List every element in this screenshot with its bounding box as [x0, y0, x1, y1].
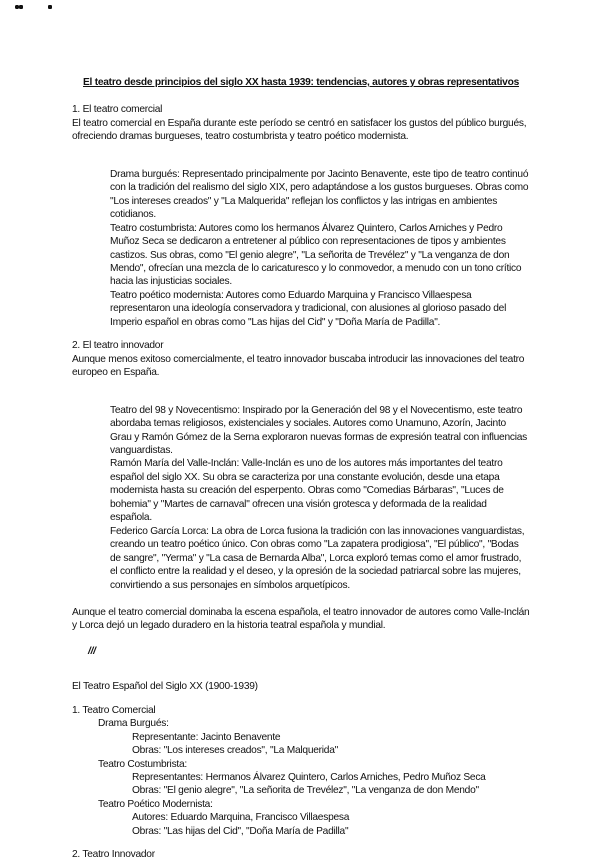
list-item: Federico García Lorca: La obra de Lorca fusiona la tradición con las innovaciones vanguardistas, creando un teatro poético único. Con obras como "La zapatera prodigiosa", "El público", "Bodas de sangre", "Yerma" y "La casa de Bernarda Alba", Lorca exploró temas como el amor frustrado, el conflicto entre la realidad y el deseo, y la opresión de la sociedad patriarcal sobre las mujeres, convirtiendo a sus personajes en símbolos arquetípicos.: [72, 525, 530, 592]
conclusion-paragraph: Aunque el teatro comercial dominaba la escena española, el teatro innovador de autores como Valle-Inclán y Lorca dejó un legado duradero en la historia teatral española y mundial.: [72, 606, 530, 632]
list-item: Drama burgués: Representado principalmente por Jacinto Benavente, este tipo de teatro continuó con la tradición del realismo del siglo XIX, pero adaptándose a los gustos burgueses. Obras como "Los intereses creados" y "La Malquerida" reflejan los conflictos y las intrigas en ambientes cotidianos.: [72, 168, 530, 222]
list-item: Autores: Eduardo Marquina, Francisco Villaespesa: [72, 811, 530, 824]
section-intro-innovative: Aunque menos exitoso comercialmente, el teatro innovador buscaba introducir las innovaciones del teatro europeo en España.: [72, 353, 525, 379]
separator-text: ///: [88, 645, 96, 657]
outline-item-label: Teatro Poético Modernista:: [98, 798, 213, 810]
list-item: Obras: "Los intereses creados", "La Malquerida": [72, 744, 530, 757]
list-item: Obras: "El genio alegre", "La señorita de Trevélez", "La venganza de don Mendo": [72, 784, 530, 797]
section-heading-commercial: 1. El teatro comercial: [72, 104, 163, 116]
list-item: Teatro del 98 y Novecentismo: Inspirado por la Generación del 98 y el Novecentismo, este teatro abordaba temas religiosos, existenciales y sociales. Autores como Unamuno, Azorín, Jacinto Grau y Ramón Gómez de la Serna exploraron nuevas formas de expresión teatral con influencias vanguardistas.: [72, 404, 530, 458]
list-item: Teatro poético modernista: Autores como Eduardo Marquina y Francisco Villaespesa representaron una ideología conservadora y tradicional, con alusiones al glorioso pasado del Imperio español en obras como "Las hijas del Cid" y "Doña María de Padilla".: [72, 289, 530, 329]
document-title: El teatro desde principios del siglo XX hasta 1939: tendencias, autores y obras representativos: [83, 77, 519, 88]
outline-item-label: Teatro Costumbrista:: [98, 758, 187, 770]
list-item: Teatro costumbrista: Autores como los hermanos Álvarez Quintero, Carlos Arniches y Pedro Muñoz Seca se dedicaron a entretener al público con representaciones de tipos y ambientes castizos. Sus obras, como "El genio alegre", "La señorita de Trevélez" y "La venganza de don Mendo", ofrecían una mezcla de lo caricaturesco y lo conmovedor, a menudo con un tono crítico hacia las injusticias sociales.: [72, 222, 530, 289]
list-item: Obras: "Las hijas del Cid", "Doña María de Padilla": [72, 825, 530, 838]
outline-heading-innovative: 2. Teatro Innovador: [72, 849, 155, 861]
list-item: [72, 717, 530, 757]
outline-sublist: [72, 731, 530, 758]
list-item: [72, 758, 530, 798]
list-item: Representantes: Hermanos Álvarez Quintero, Carlos Arniches, Pedro Muñoz Seca: [72, 771, 530, 784]
list-item: [72, 798, 530, 838]
section-intro-commercial: El teatro comercial en España durante este período se centró en satisfacer los gustos del público burgués, ofreciendo dramas burgueses, teatro costumbrista y teatro poético modernista.: [72, 117, 527, 143]
outline-list: [72, 717, 530, 838]
section-heading-innovative: 2. El teatro innovador: [72, 340, 164, 352]
bullet-list-innovative: [72, 404, 530, 592]
outline-heading-commercial: 1. Teatro Comercial: [72, 704, 156, 716]
outline-title: El Teatro Español del Siglo XX (1900-1939): [72, 681, 258, 693]
outline-item-label: Drama Burgués:: [98, 718, 169, 730]
bullet-list-commercial: [72, 168, 530, 329]
list-item: Representante: Jacinto Benavente: [72, 731, 530, 744]
outline-sublist: [72, 811, 530, 838]
list-item: Ramón María del Valle-Inclán: Valle-Inclán es uno de los autores más importantes del teatro español del siglo XX. Su obra se caracteriza por una constante evolución, desde una etapa modernista hasta su creación del esperpento. Obras como "Comedias Bárbaras", "Luces de bohemia" y "Martes de carnaval" ofrecen una visión grotesca y deformada de la realidad española.: [72, 457, 530, 524]
outline-sublist: [72, 771, 530, 798]
